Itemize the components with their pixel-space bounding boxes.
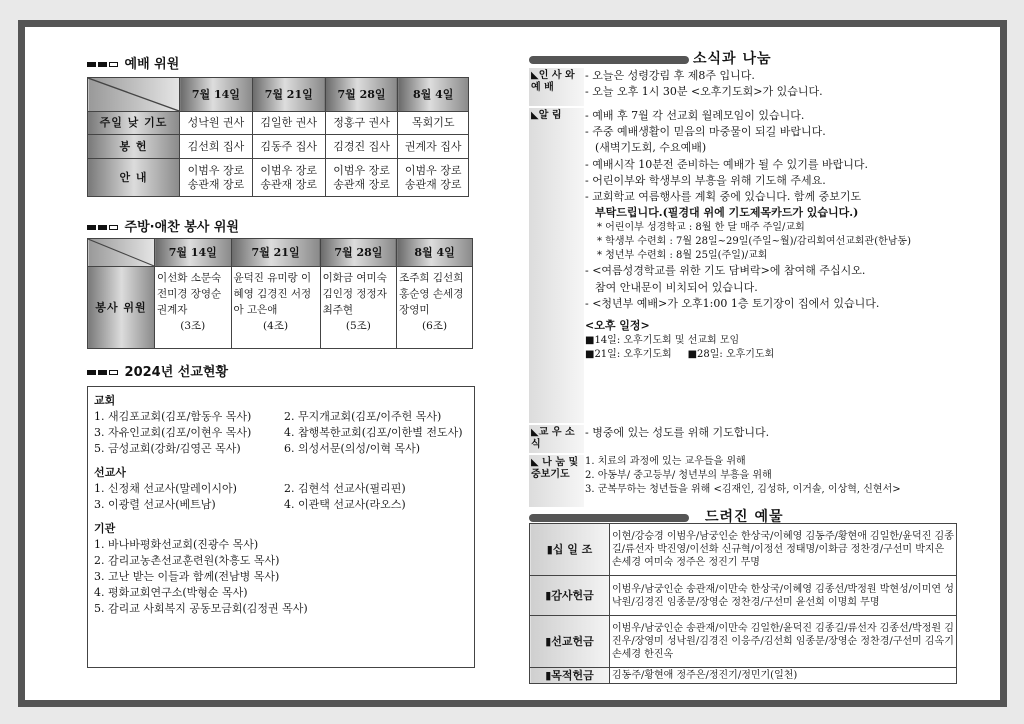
group-label: (6조) bbox=[422, 320, 448, 332]
table-row bbox=[88, 135, 469, 159]
note-line: - 주중 예배생활이 믿음의 마중물이 되길 바랍니다. bbox=[585, 125, 826, 139]
list-item: 5. 금성교회(강화/김영곤 목사) bbox=[94, 442, 241, 455]
square-icon bbox=[98, 225, 107, 230]
date-header: 7월 14일 bbox=[155, 239, 232, 267]
group-label: (5조) bbox=[345, 320, 371, 332]
notice-label-box bbox=[529, 108, 584, 423]
date-header: 7월 28일 bbox=[325, 78, 398, 112]
date-header: 8월 4일 bbox=[398, 78, 469, 112]
note-line: - 교회학교 여름행사를 계획 중에 있습니다. 함께 중보기도 bbox=[585, 190, 862, 204]
notice-label: ◣알 림 bbox=[531, 110, 562, 121]
members-label-box bbox=[529, 425, 584, 453]
schedule-line: ■21일: 오후기도회 ■28일: 오후기도회 bbox=[585, 349, 775, 361]
list-item: 4. 참행복한교회(김포/이한별 전도사) bbox=[284, 426, 463, 439]
date-header: 7월 14일 bbox=[180, 78, 253, 112]
offering-names: 이현/강승경 이범우/남궁인순 한상국/이혜영 김동주/황현애 김일한/윤덕진 김종길/류선자 박진영/이선화 신규혁/이정선 정태명/이화금 정찬경/구선미 박지은 손세경 여미숙 정주은 정진기 무명 bbox=[610, 524, 957, 576]
churches-heading: 교회 bbox=[94, 394, 116, 407]
churches-list bbox=[94, 409, 468, 457]
offering-names: 이범우/남궁인순 송관재/이만숙 한상국/이혜영 김종선/박정원 박현성/이미연 성낙원/김경진 임종문/장영순 정찬경/구선미 윤선희 이명희 무명 bbox=[610, 576, 957, 616]
title-bar bbox=[529, 514, 689, 522]
worship-title: 예배 위원 bbox=[124, 57, 180, 72]
orgs-list bbox=[94, 537, 468, 617]
table-cell: 김동주 집사 bbox=[252, 135, 325, 159]
table-cell: 정홍구 권사 bbox=[325, 112, 398, 135]
table-corner bbox=[88, 239, 155, 267]
worship-table bbox=[87, 77, 469, 197]
group-label: (4조) bbox=[263, 320, 289, 332]
date-header: 7월 21일 bbox=[231, 239, 320, 267]
note-line: - 예배 후 7월 각 선교회 월례모임이 있습니다. bbox=[585, 109, 805, 122]
note-line: * 학생부 수련회 : 7월 28일~29일(주일~월)/감리회여선교회관(한남동) bbox=[597, 236, 911, 248]
schedule-line: ■14일: 오후기도회 및 선교회 모임 bbox=[585, 335, 740, 347]
list-item: 3. 자유인교회(김포/이현우 목사) bbox=[94, 426, 252, 439]
welcome-notes bbox=[585, 68, 823, 100]
row-label: 봉 헌 bbox=[88, 135, 180, 159]
table-row bbox=[88, 159, 469, 197]
offerings-title: 드려진 예물 bbox=[705, 509, 784, 525]
share-line: 3. 군복무하는 청년들을 위해 <김재인, 김성하, 이거솔, 이상혁, 신현서> bbox=[585, 484, 901, 495]
table-cell: 성낙원 권사 bbox=[180, 112, 253, 135]
list-item: 6. 의성서문(의성/이혁 목사) bbox=[284, 442, 421, 455]
share-line: 2. 아동부/ 중고등부/ 청년부의 부흥을 위해 bbox=[585, 470, 772, 481]
table-row bbox=[530, 616, 957, 668]
table-cell bbox=[397, 267, 473, 349]
square-outline-icon bbox=[109, 370, 118, 375]
worship-section-title bbox=[87, 53, 179, 72]
note-line: 참여 안내문이 비치되어 있습니다. bbox=[595, 280, 758, 294]
table-cell: 김선희 집사 bbox=[180, 135, 253, 159]
notice-notes bbox=[585, 108, 1005, 362]
news-title: 소식과 나눔 bbox=[693, 51, 772, 67]
offering-label: ▮십 일 조 bbox=[530, 524, 610, 576]
kitchen-table bbox=[87, 238, 473, 349]
welcome-label: ◣인 사 와 예 배 bbox=[531, 70, 575, 93]
list-item: 3. 이광렬 선교사(베트남) bbox=[94, 498, 216, 511]
share-label: ◣ 나 눔 및 중보기도 bbox=[531, 457, 579, 480]
note-line: - 오늘은 성령강림 후 제8주 입니다. bbox=[585, 69, 755, 82]
share-line: 1. 치료의 과정에 있는 교우들을 위해 bbox=[585, 456, 746, 467]
table-cell: 김경진 집사 bbox=[325, 135, 398, 159]
row-label: 안 내 bbox=[88, 159, 180, 197]
member-names: 이선화 소문숙 전미경 장영순 권계자 bbox=[157, 272, 222, 316]
table-cell: 이범우 장로 송관재 장로 bbox=[252, 159, 325, 197]
list-item: 5. 감리교 사회복지 공동모금회(김정권 목사) bbox=[94, 602, 308, 615]
table-cell: 이범우 장로 송관재 장로 bbox=[325, 159, 398, 197]
table-cell: 이범우 장로 송관재 장로 bbox=[398, 159, 469, 197]
list-item: 1. 신정채 선교사(말레이시아) bbox=[94, 482, 237, 495]
member-names: 조주희 김선희 홍순영 손세경 장영미 bbox=[399, 272, 464, 316]
square-icon bbox=[87, 62, 96, 67]
square-outline-icon bbox=[109, 225, 118, 230]
group-label: (3조) bbox=[180, 320, 206, 332]
table-cell: 목회기도 bbox=[398, 112, 469, 135]
offering-label: ▮선교헌금 bbox=[530, 616, 610, 668]
square-icon bbox=[98, 370, 107, 375]
table-row bbox=[530, 668, 957, 684]
table-cell bbox=[155, 267, 232, 349]
date-header: 7월 21일 bbox=[252, 78, 325, 112]
table-row bbox=[530, 524, 957, 576]
offering-label: ▮감사헌금 bbox=[530, 576, 610, 616]
note-line: - 오늘 오후 1시 30분 <오후기도회>가 있습니다. bbox=[585, 85, 823, 99]
orgs-heading: 기관 bbox=[94, 522, 116, 535]
schedule-title: <오후 일정> bbox=[585, 319, 650, 333]
row-label: 주일 낮 기도 bbox=[88, 112, 180, 135]
table-corner bbox=[88, 78, 180, 112]
note-line: 부탁드립니다.(필경대 위에 기도제목카드가 있습니다.) bbox=[595, 206, 859, 220]
list-item: 1. 새김포교회(김포/함동우 목사) bbox=[94, 410, 252, 423]
members-note: - 병중에 있는 성도를 위해 기도합니다. bbox=[585, 426, 770, 439]
note-line: - 어린이부와 학생부의 부흥을 위해 기도해 주세요. bbox=[585, 173, 826, 187]
offering-label: ▮목적헌금 bbox=[530, 668, 610, 684]
note-line: * 청년부 수련회 : 8월 25일(주일)/교회 bbox=[597, 250, 768, 262]
note-line: - 예배시작 10분전 준비하는 예배가 될 수 있기를 바랍니다. bbox=[585, 157, 868, 171]
list-item: 2. 무지개교회(김포/이주헌 목사) bbox=[284, 410, 442, 423]
mission-title: 2024년 선교현황 bbox=[124, 365, 229, 380]
note-line: - <여름성경학교를 위한 기도 담벼락>에 참여해 주십시오. bbox=[585, 264, 866, 278]
date-header: 8월 4일 bbox=[397, 239, 473, 267]
mission-box bbox=[87, 386, 475, 668]
table-cell: 권계자 집사 bbox=[398, 135, 469, 159]
missionaries-list bbox=[94, 481, 468, 513]
member-names: 윤덕진 유미랑 이혜영 김경진 서정아 고은애 bbox=[233, 272, 312, 316]
square-icon bbox=[87, 225, 96, 230]
list-item: 1. 바나바평화선교회(진광수 목사) bbox=[94, 538, 259, 551]
note-line: - <청년부 예배>가 오후1:00 1층 토기장이 집에서 있습니다. bbox=[585, 296, 880, 310]
kitchen-title: 주방·애찬 봉사 위원 bbox=[124, 220, 239, 235]
member-names: 이화금 여미숙 김인정 정정자 최주현 bbox=[322, 272, 387, 316]
list-item: 3. 고난 받는 이들과 함께(전남병 목사) bbox=[94, 570, 280, 583]
share-notes bbox=[585, 455, 901, 497]
list-item: 4. 이관택 선교사(라오스) bbox=[284, 498, 406, 511]
share-label-box bbox=[529, 455, 584, 507]
welcome-label-box bbox=[529, 68, 584, 106]
offerings-table bbox=[529, 523, 957, 684]
list-item: 4. 평화교회연구소(박형순 목사) bbox=[94, 586, 248, 599]
square-icon bbox=[87, 370, 96, 375]
kitchen-section-title bbox=[87, 216, 239, 235]
note-line: * 어린이부 성경학교 : 8월 한 달 매주 주일/교회 bbox=[597, 222, 805, 234]
mission-section-title bbox=[87, 361, 228, 380]
row-label: 봉사 위원 bbox=[88, 267, 155, 349]
title-bar bbox=[529, 56, 689, 64]
table-row bbox=[88, 267, 473, 349]
table-cell: 이범우 장로 송관재 장로 bbox=[180, 159, 253, 197]
members-label: ◣교 우 소 식 bbox=[531, 427, 575, 450]
missionaries-heading: 선교사 bbox=[94, 466, 126, 479]
date-header: 7월 28일 bbox=[320, 239, 397, 267]
list-item: 2. 김현석 선교사(필리핀) bbox=[284, 482, 406, 495]
table-cell bbox=[231, 267, 320, 349]
square-icon bbox=[98, 62, 107, 67]
bulletin-page bbox=[18, 20, 1007, 707]
offering-names: 김동주/황현애 정주은/정진기/정민기(일천) bbox=[610, 668, 957, 684]
table-cell bbox=[320, 267, 397, 349]
table-cell: 김일한 권사 bbox=[252, 112, 325, 135]
note-line: (새벽기도회, 수요예배) bbox=[595, 141, 707, 155]
offering-names: 이범우/남궁인순 송관재/이만숙 김일한/윤덕진 김종길/류선자 김종선/박정원 김진우/장영미 성낙원/김경진 이응주/김선희 임종문/장영순 정찬경/구선미 김옥기 손세경 한진옥 bbox=[610, 616, 957, 668]
table-row bbox=[530, 576, 957, 616]
table-row bbox=[88, 112, 469, 135]
list-item: 2. 감리교농촌선교훈련원(차흥도 목사) bbox=[94, 554, 280, 567]
square-outline-icon bbox=[109, 62, 118, 67]
